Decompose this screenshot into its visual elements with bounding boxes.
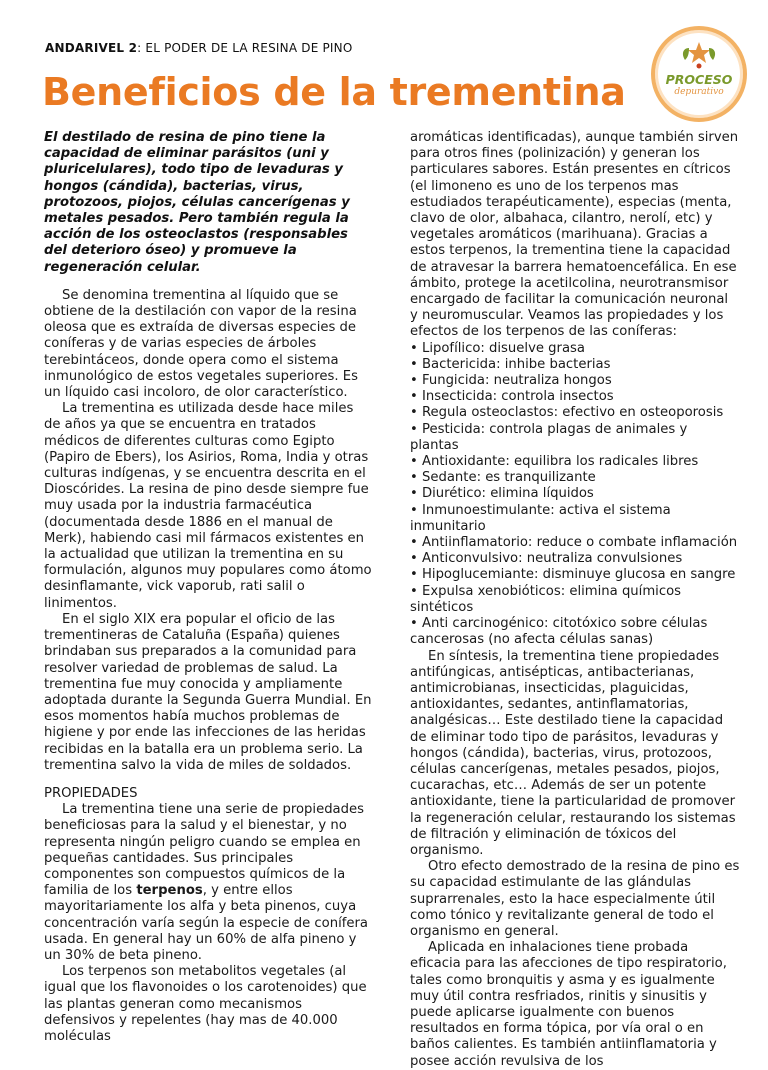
body-paragraph: Se denomina trementina al líquido que se obtiene de la destilación con vapor de la resina oleosa que es extraída de diversas especies de coníferas y de varias especies de árboles terebintáceos, donde opera como el sistema inmunológico de estos vegetales superiores. Es un líquido casi incoloro, de olor característico. [44, 287, 358, 401]
right-column [410, 130, 740, 1070]
paragraph-text: , y entre ellos mayoritariamente los alfa y beta pinenos, cuya concentración varía según la especie de conífera usada. En general hay un 60% de alfa pineno y un 30% de beta pineno. [44, 883, 369, 963]
body-paragraph: aromáticas identificadas), aunque también sirven para otros fines (polinización) y generan los particulares sabores. Están presentes en cítricos (el limoneno es uno de los terpenos mas estudiados terapéuticamente), especias (menta, clavo de olor, albahaca, cilantro, nerolí, etc) y vegetales aromáticos (marihuana). Gracias a estos terpenos, la trementina tiene la capacidad de atravesar la barrera hematoencefálica. En ese ámbito, protege la acetilcolina, neurotransmisor encargado de facilitar la comunicación neuronal y neuromuscular. Veamos las propiedades y los efectos de los terpenos de las coníferas: [410, 130, 739, 340]
list-item: • Pesticida: controla plagas de animales y plantas [410, 422, 740, 454]
body-paragraph: La trementina es utilizada desde hace miles de años ya que se encuentra en tratados médicos de diferentes culturas como Egipto (Papiro de Ebers), los Asirios, Roma, India y otras culturas indígenas, y se encuentra descrita en el Dioscórides. La resina de pino desde siempre fue muy usada por la industria farmacéutica (documentada desde 1886 en el manual de Merk), habiendo casi mil fármacos existentes en la actualidad que utilizan la trementina en su formulación, algunos muy populares como átomo desinflamante, vick vaporub, rati salil o linimentos. [44, 401, 372, 611]
page-title: Beneficios de la trementina [42, 70, 626, 114]
properties-list [410, 341, 740, 649]
proceso-depurativo-logo [651, 26, 747, 122]
list-item: • Antioxidante: equilibra los radicales libres [410, 454, 740, 470]
body-paragraph [44, 802, 374, 964]
list-item: • Expulsa xenobióticos: elimina químicos sintéticos [410, 584, 740, 616]
list-item: • Hipoglucemiante: disminuye glucosa en sangre [410, 567, 740, 583]
section-heading-propiedades: PROPIEDADES [44, 785, 138, 801]
left-column [44, 130, 374, 1045]
keyword-terpenos: terpenos [136, 883, 203, 899]
body-paragraph: Aplicada en inhalaciones tiene probada eficacia para las afecciones de tipo respiratorio, tales como bronquitis y asma y es igualmente muy útil contra resfriados, rinitis y sinusitis y puede aplicarse igualmente con buenos resultados en forma tópica, por vía oral o en baños calientes. Es también antiinflamatoria y posee acción revulsiva de los [410, 940, 727, 1069]
list-item: • Regula osteoclastos: efectivo en osteoporosis [410, 405, 740, 421]
list-item: • Antiinflamatorio: reduce o combate inflamación [410, 535, 740, 551]
body-paragraph: Otro efecto demostrado de la resina de pino es su capacidad estimulante de las glándulas suprarrenales, esto la hace especialmente útil como tónico y revitalizante general de todo el organismo en general. [410, 859, 740, 939]
body-paragraph: En síntesis, la trementina tiene propiedades antifúngicas, antisépticas, antibacterianas, antimicrobianas, insecticidas, plaguicidas, antioxidantes, sedantes, antinflamatorias, analgésicas… Este destilado tiene la capacidad de eliminar todo tipo de parásitos, levaduras y hongos (cándida), bacterias, virus, protozoos, células cancerígenas, metales pesados, piojos, cucarachas, etc… Además de ser un potente antioxidante, tiene la particularidad de promover la regeneración celular, restaurando los sistemas de filtración y eliminación de tóxicos del organismo. [410, 648, 736, 858]
paragraph-text: La trementina tiene una serie de propiedades beneficiosas para la salud y el bienestar, y no representa ningún peligro cuando se emplea en pequeñas cantidades. Sus principales componentes son compuestos químicos de la familia de los [44, 802, 364, 899]
list-item: • Bactericida: inhibe bacterias [410, 357, 740, 373]
list-item: • Inmunoestimulante: activa el sistema inmunitario [410, 503, 740, 535]
body-paragraph: Los terpenos son metabolitos vegetales (al igual que los flavonoides o los carotenoides) que las plantas generan como mecanismos defensivos y repelentes (hay mas de 40.000 moléculas [44, 964, 367, 1044]
list-item: • Diurético: elimina líquidos [410, 486, 740, 502]
list-item: • Sedante: es tranquilizante [410, 470, 740, 486]
section-title: : EL PODER DE LA RESINA DE PINO [137, 41, 353, 55]
logo-wordmark: PROCESO [665, 72, 733, 87]
list-item: • Fungicida: neutraliza hongos [410, 373, 740, 389]
lead-paragraph: El destilado de resina de pino tiene la capacidad de eliminar parásitos (uni y pluricelulares), todo tipo de levaduras y hongos (cándida), bacterias, virus, protozoos, piojos, células cancerígenas y metales pesados. Pero también regula la acción de los osteoclastos (responsables del deterioro óseo) y promueve la regeneración celular. [44, 130, 350, 275]
section-label: ANDARIVEL 2 [45, 41, 138, 55]
logo-tagline: depurativo [674, 87, 724, 97]
list-item: • Anti carcinogénico: citotóxico sobre células cancerosas (no afecta células sanas) [410, 616, 740, 648]
section-header [45, 41, 352, 55]
list-item: • Insecticida: controla insectos [410, 389, 740, 405]
body-paragraph: En el siglo XIX era popular el oficio de las trementineras de Cataluña (España) quienes brindaban sus preparados a la comunidad para resolver variedad de problemas de salud. La trementina fue muy conocida y ampliamente adoptada durante la Segunda Guerra Mundial. En esos momentos había muchos problemas de higiene y por ende las infecciones de las heridas recibidas en la batalla era un problema serio. La trementina salvo la vida de miles de soldados. [44, 611, 372, 773]
list-item: • Anticonvulsivo: neutraliza convulsiones [410, 551, 740, 567]
list-item: • Lipofílico: disuelve grasa [410, 341, 740, 357]
